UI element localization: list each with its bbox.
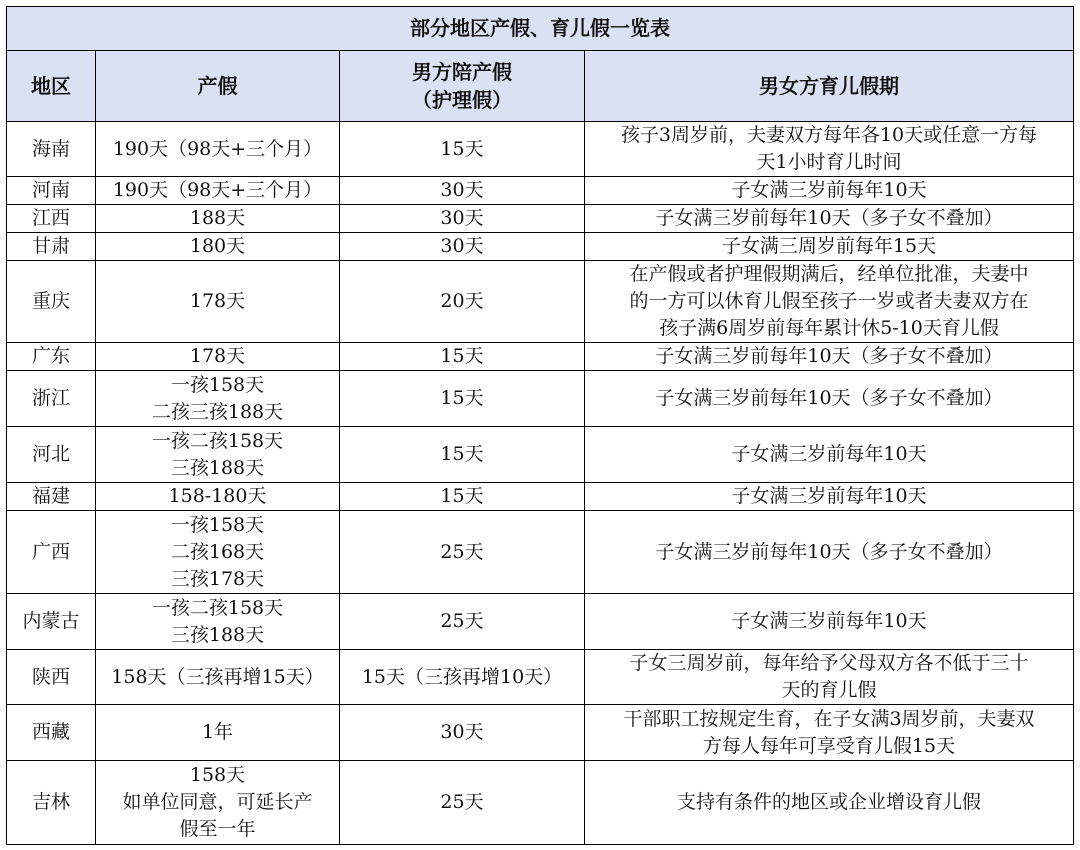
cell-childcare <box>585 261 1074 343</box>
cell-paternity <box>340 705 585 761</box>
cell-region: 海南 <box>7 122 96 177</box>
cell-paternity <box>340 122 585 177</box>
table-row <box>7 483 1074 511</box>
cell-childcare-line: 子女满三岁前每年10天（多子女不叠加） <box>655 540 1003 563</box>
cell-paternity <box>340 177 585 205</box>
cell-childcare-line: 支持有条件的地区或企业增设育儿假 <box>676 791 981 813</box>
cell-childcare-line: 子女三周岁前，每年给予父母双方各不低于三十 <box>629 652 1029 674</box>
cell-childcare <box>585 343 1074 371</box>
cell-region: 甘肃 <box>7 233 96 261</box>
cell-childcare-line: 子女满三岁前每年10天（多子女不叠加） <box>655 207 1003 229</box>
cell-childcare-line: 子女满三岁前每年10天（多子女不叠加） <box>655 387 1003 409</box>
table-row <box>7 343 1074 371</box>
cell-maternity-line: 158天 <box>189 764 246 786</box>
table-title-row <box>7 7 1074 51</box>
cell-paternity-line: 25天 <box>440 791 484 813</box>
cell-region: 河南 <box>7 177 96 205</box>
cell-maternity-line: 一孩二孩158天 <box>151 596 284 619</box>
cell-childcare-line: 子女满三岁前每年10天 <box>731 179 927 201</box>
cell-region: 西藏 <box>7 705 96 761</box>
cell-maternity <box>96 427 340 483</box>
table-row <box>7 233 1074 261</box>
cell-paternity <box>340 761 585 845</box>
table-row <box>7 511 1074 594</box>
cell-childcare-line: 天的育儿假 <box>781 679 877 701</box>
cell-childcare <box>585 511 1074 594</box>
table-row <box>7 177 1074 205</box>
cell-childcare-line: 的一方可以休育儿假至孩子一岁或者夫妻双方在 <box>629 290 1029 312</box>
cell-maternity <box>96 261 340 343</box>
cell-maternity <box>96 594 340 650</box>
cell-childcare-line: 孩子3周岁前，夫妻双方每年各10天或任意一方每 <box>620 124 1038 146</box>
cell-paternity-line: 30天 <box>440 235 484 257</box>
table-row <box>7 650 1074 705</box>
cell-maternity-line: 188天 <box>189 207 246 229</box>
cell-maternity-line: 三孩188天 <box>170 623 265 646</box>
cell-childcare <box>585 650 1074 705</box>
table-row <box>7 122 1074 177</box>
cell-paternity <box>340 650 585 705</box>
table-row <box>7 705 1074 761</box>
header-paternity <box>340 51 585 122</box>
table-row <box>7 427 1074 483</box>
cell-region: 吉林 <box>7 761 96 845</box>
cell-maternity-line: 一孩158天 <box>170 513 265 536</box>
header-row <box>7 51 1074 122</box>
cell-paternity <box>340 205 585 233</box>
cell-paternity <box>340 427 585 483</box>
cell-region: 江西 <box>7 205 96 233</box>
cell-childcare-line: 孩子满6周岁前每年累计休5-10天育儿假 <box>659 317 999 339</box>
cell-maternity-line: 190天（98天+三个月） <box>112 137 323 160</box>
cell-childcare <box>585 122 1074 177</box>
cell-childcare <box>585 177 1074 205</box>
cell-maternity-line: 178天 <box>189 290 246 312</box>
cell-childcare-line: 子女满三岁前每年10天 <box>731 610 927 632</box>
cell-maternity <box>96 371 340 427</box>
cell-region: 重庆 <box>7 261 96 343</box>
header-region: 地区 <box>7 51 96 122</box>
table-body <box>7 122 1074 845</box>
header-maternity: 产假 <box>96 51 340 122</box>
cell-paternity-line: 30天 <box>440 179 484 201</box>
table-row <box>7 261 1074 343</box>
cell-maternity <box>96 483 340 511</box>
cell-childcare-line: 在产假或者护理假期满后，经单位批准，夫妻中 <box>629 263 1029 285</box>
cell-paternity <box>340 371 585 427</box>
cell-maternity <box>96 177 340 205</box>
cell-maternity <box>96 650 340 705</box>
cell-paternity-line: 15天 <box>440 137 484 160</box>
cell-region: 福建 <box>7 483 96 511</box>
cell-region: 陕西 <box>7 650 96 705</box>
cell-paternity-line: 20天 <box>440 290 484 312</box>
cell-maternity <box>96 705 340 761</box>
cell-maternity <box>96 122 340 177</box>
cell-maternity-line: 假至一年 <box>179 818 256 840</box>
cell-paternity <box>340 233 585 261</box>
cell-childcare <box>585 594 1074 650</box>
cell-childcare-line: 子女满三岁前每年10天（多子女不叠加） <box>655 345 1003 367</box>
cell-childcare <box>585 761 1074 845</box>
cell-childcare <box>585 371 1074 427</box>
cell-childcare-line: 干部职工按规定生育，在子女满3周岁前，夫妻双 <box>623 707 1035 730</box>
cell-paternity <box>340 511 585 594</box>
cell-paternity-line: 15天 <box>440 387 484 409</box>
cell-maternity <box>96 343 340 371</box>
cell-childcare-line: 子女满三周岁前每年15天 <box>721 235 937 257</box>
leave-table <box>6 6 1074 845</box>
cell-paternity-line: 15天 <box>440 345 484 367</box>
cell-maternity-line: 一孩二孩158天 <box>151 429 284 452</box>
cell-childcare-line: 方每人每年可享受育儿假15天 <box>702 734 956 757</box>
cell-region: 河北 <box>7 427 96 483</box>
cell-region: 浙江 <box>7 371 96 427</box>
cell-childcare-line: 天1小时育儿时间 <box>756 151 902 173</box>
cell-maternity <box>96 761 340 845</box>
cell-maternity <box>96 205 340 233</box>
header-paternity-line1: 男方陪产假 <box>412 60 512 84</box>
cell-region: 广西 <box>7 511 96 594</box>
cell-maternity-line: 三孩178天 <box>170 567 265 590</box>
cell-maternity-line: 二孩三孩188天 <box>151 400 284 423</box>
cell-paternity <box>340 261 585 343</box>
cell-maternity-line: 158天（三孩再增15天） <box>111 665 324 688</box>
cell-childcare-line: 子女满三岁前每年10天 <box>731 485 927 507</box>
cell-maternity-line: 190天（98天+三个月） <box>112 179 323 201</box>
table-row <box>7 594 1074 650</box>
table-row <box>7 205 1074 233</box>
cell-maternity-line: 180天 <box>189 235 246 257</box>
cell-paternity <box>340 483 585 511</box>
header-childcare: 男女方育儿假期 <box>585 51 1074 122</box>
cell-maternity-line: 158-180天 <box>168 485 267 507</box>
cell-childcare <box>585 233 1074 261</box>
cell-maternity-line: 如单位同意，可延长产 <box>122 791 313 813</box>
table-row <box>7 371 1074 427</box>
cell-region: 广东 <box>7 343 96 371</box>
cell-paternity <box>340 343 585 371</box>
cell-paternity <box>340 594 585 650</box>
cell-maternity-line: 178天 <box>189 345 246 367</box>
table-row <box>7 761 1074 845</box>
header-paternity-line2: （护理假） <box>412 88 512 112</box>
cell-maternity-line: 一孩158天 <box>170 373 265 396</box>
leave-table-container <box>6 6 1073 845</box>
cell-childcare <box>585 205 1074 233</box>
cell-paternity-line: 15天（三孩再增10天） <box>361 665 563 688</box>
cell-childcare <box>585 705 1074 761</box>
cell-paternity-line: 30天 <box>440 721 484 743</box>
cell-paternity-line: 25天 <box>440 610 484 632</box>
cell-maternity-line: 三孩188天 <box>170 456 265 479</box>
cell-maternity-line: 二孩168天 <box>170 540 265 563</box>
cell-paternity-line: 25天 <box>440 540 484 563</box>
cell-childcare <box>585 427 1074 483</box>
table-title: 部分地区产假、育儿假一览表 <box>7 7 1074 51</box>
cell-childcare <box>585 483 1074 511</box>
cell-maternity-line: 1年 <box>201 721 234 743</box>
cell-paternity-line: 30天 <box>440 207 484 229</box>
cell-paternity-line: 15天 <box>440 485 484 507</box>
cell-paternity-line: 15天 <box>440 443 484 465</box>
cell-maternity <box>96 233 340 261</box>
cell-childcare-line: 子女满三岁前每年10天 <box>731 443 927 465</box>
cell-maternity <box>96 511 340 594</box>
cell-region: 内蒙古 <box>7 594 96 650</box>
